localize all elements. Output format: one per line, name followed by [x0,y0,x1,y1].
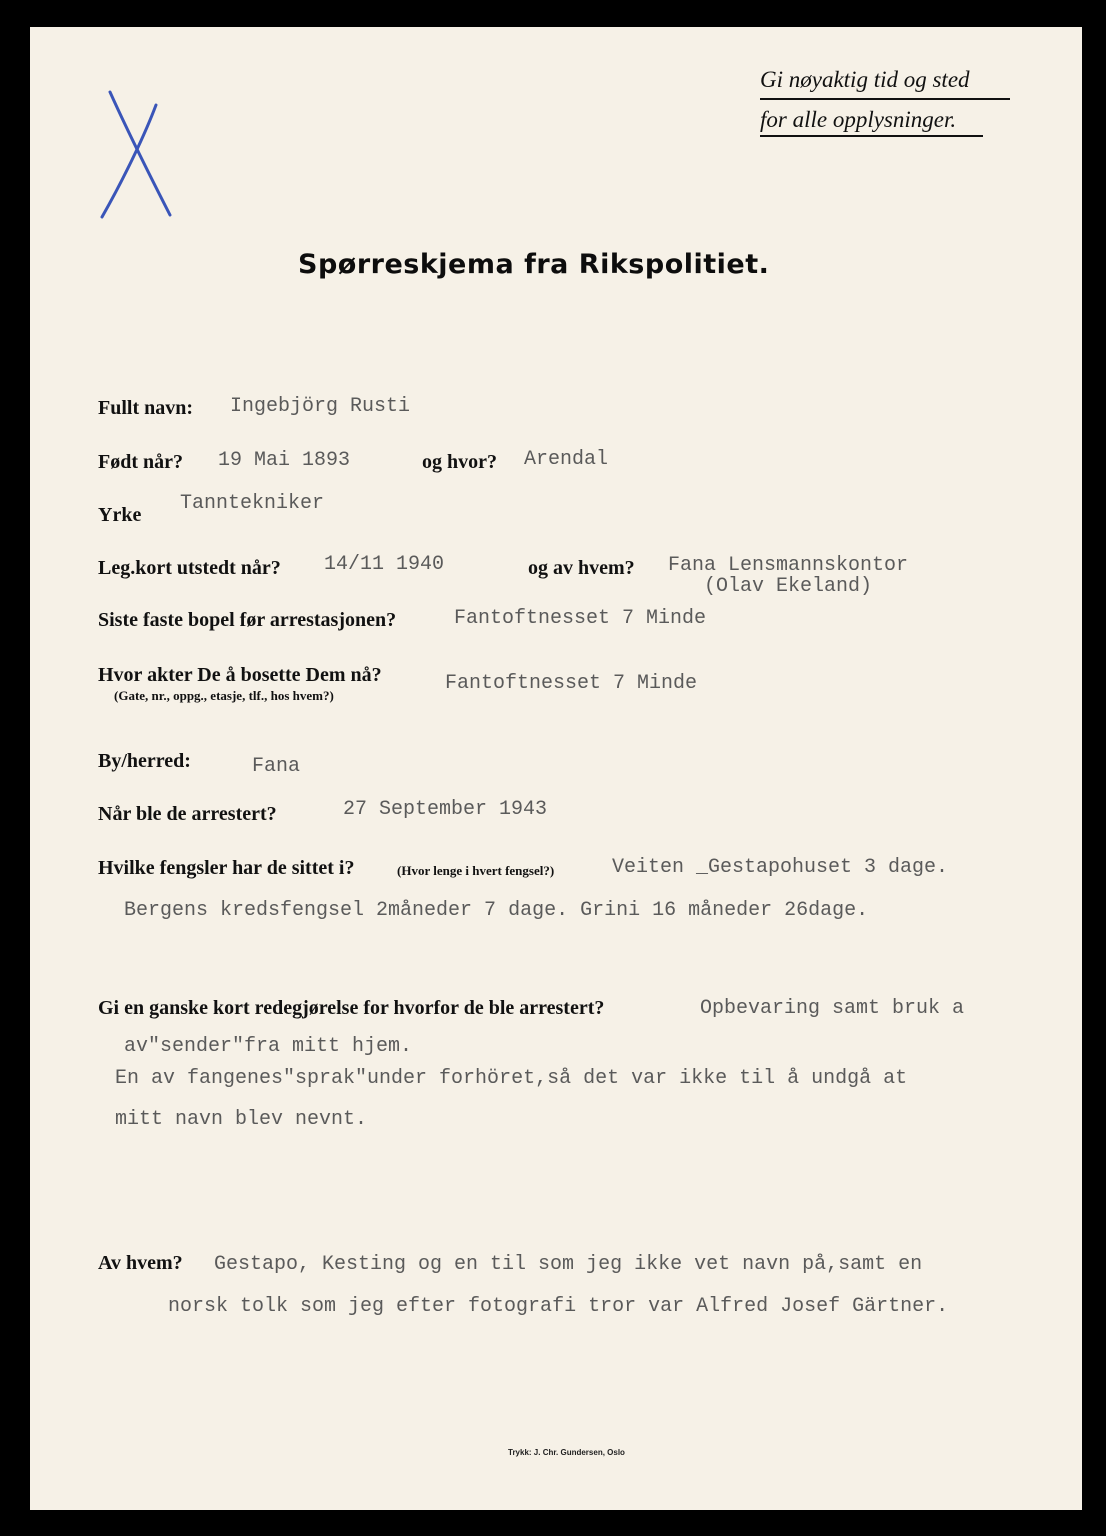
reason-value-line4: mitt navn blev nevnt. [115,1108,368,1131]
instruction-underline-2 [760,135,983,137]
prisons-value-line2: Bergens kredsfengsel 2måneder 7 dage. Grini 16 måneder 26dage. [124,899,869,922]
instruction-line-2: for alle opplysninger. [760,107,957,132]
arrest-date-value: 27 September 1943 [343,798,548,821]
municipality-value: Fana [252,755,301,778]
printer-imprint: Trykk: J. Chr. Gundersen, Oslo [508,1448,625,1457]
prisons-sublabel: (Hvor lenge i hvert fengsel?) [397,863,555,878]
born-when-label: Født når? [98,451,183,473]
full-name-label: Fullt navn: [98,397,194,419]
id-issued-when-value: 14/11 1940 [324,553,445,576]
prisons-value-line1: Veiten _Gestapohuset 3 dage. [612,856,949,879]
by-whom-value-line1: Gestapo, Kesting og en til som jeg ikke vet navn på,samt en [214,1253,923,1276]
born-when-value: 19 Mai 1893 [218,449,351,472]
municipality-label: By/herred: [98,750,191,772]
instruction-line-1: Gi nøyaktig tid og sted [760,67,970,92]
born-where-label: og hvor? [422,451,497,473]
id-issued-by-value-line1: Fana Lensmannskontor [668,554,909,577]
reason-value-line3: En av fangenes"sprak"under forhöret,så det var ikke til å undgå at [115,1067,908,1090]
intended-residence-value: Fantoftnesset 7 Minde [445,672,698,695]
last-residence-label: Siste faste bopel før arrestasjonen? [98,609,397,631]
by-whom-value-line2: norsk tolk som jeg efter fotografi tror var Alfred Josef Gärtner. [168,1295,949,1318]
full-name-value: Ingebjörg Rusti [230,395,411,418]
id-issued-by-value-line2: (Olav Ekeland) [704,575,873,598]
reason-label: Gi en ganske kort redegjørelse for hvorfor de ble arrestert? [98,997,605,1019]
instruction-underline-1 [760,98,1010,100]
by-whom-label: Av hvem? [98,1252,183,1274]
form-title: Spørreskjema fra Rikspolitiet. [298,249,770,280]
intended-residence-sublabel: (Gate, nr., oppg., etasje, tlf., hos hvem?) [114,688,334,703]
id-issued-when-label: Leg.kort utstedt når? [98,557,281,579]
occupation-label: Yrke [98,504,142,526]
form-page [30,27,1082,1510]
reason-value-line1: Opbevaring samt bruk a [700,997,965,1020]
last-residence-value: Fantoftnesset 7 Minde [454,607,707,630]
intended-residence-label: Hvor akter De å bosette Dem nå? [98,664,382,686]
reason-value-line2: av"sender"fra mitt hjem. [124,1035,413,1058]
occupation-value: Tanntekniker [180,492,325,515]
handwritten-x-icon [98,87,178,222]
arrest-date-label: Når ble de arrestert? [98,803,277,825]
prisons-label: Hvilke fengsler har de sittet i? [98,857,355,879]
id-issued-by-label: og av hvem? [528,557,635,579]
born-where-value: Arendal [524,448,609,471]
